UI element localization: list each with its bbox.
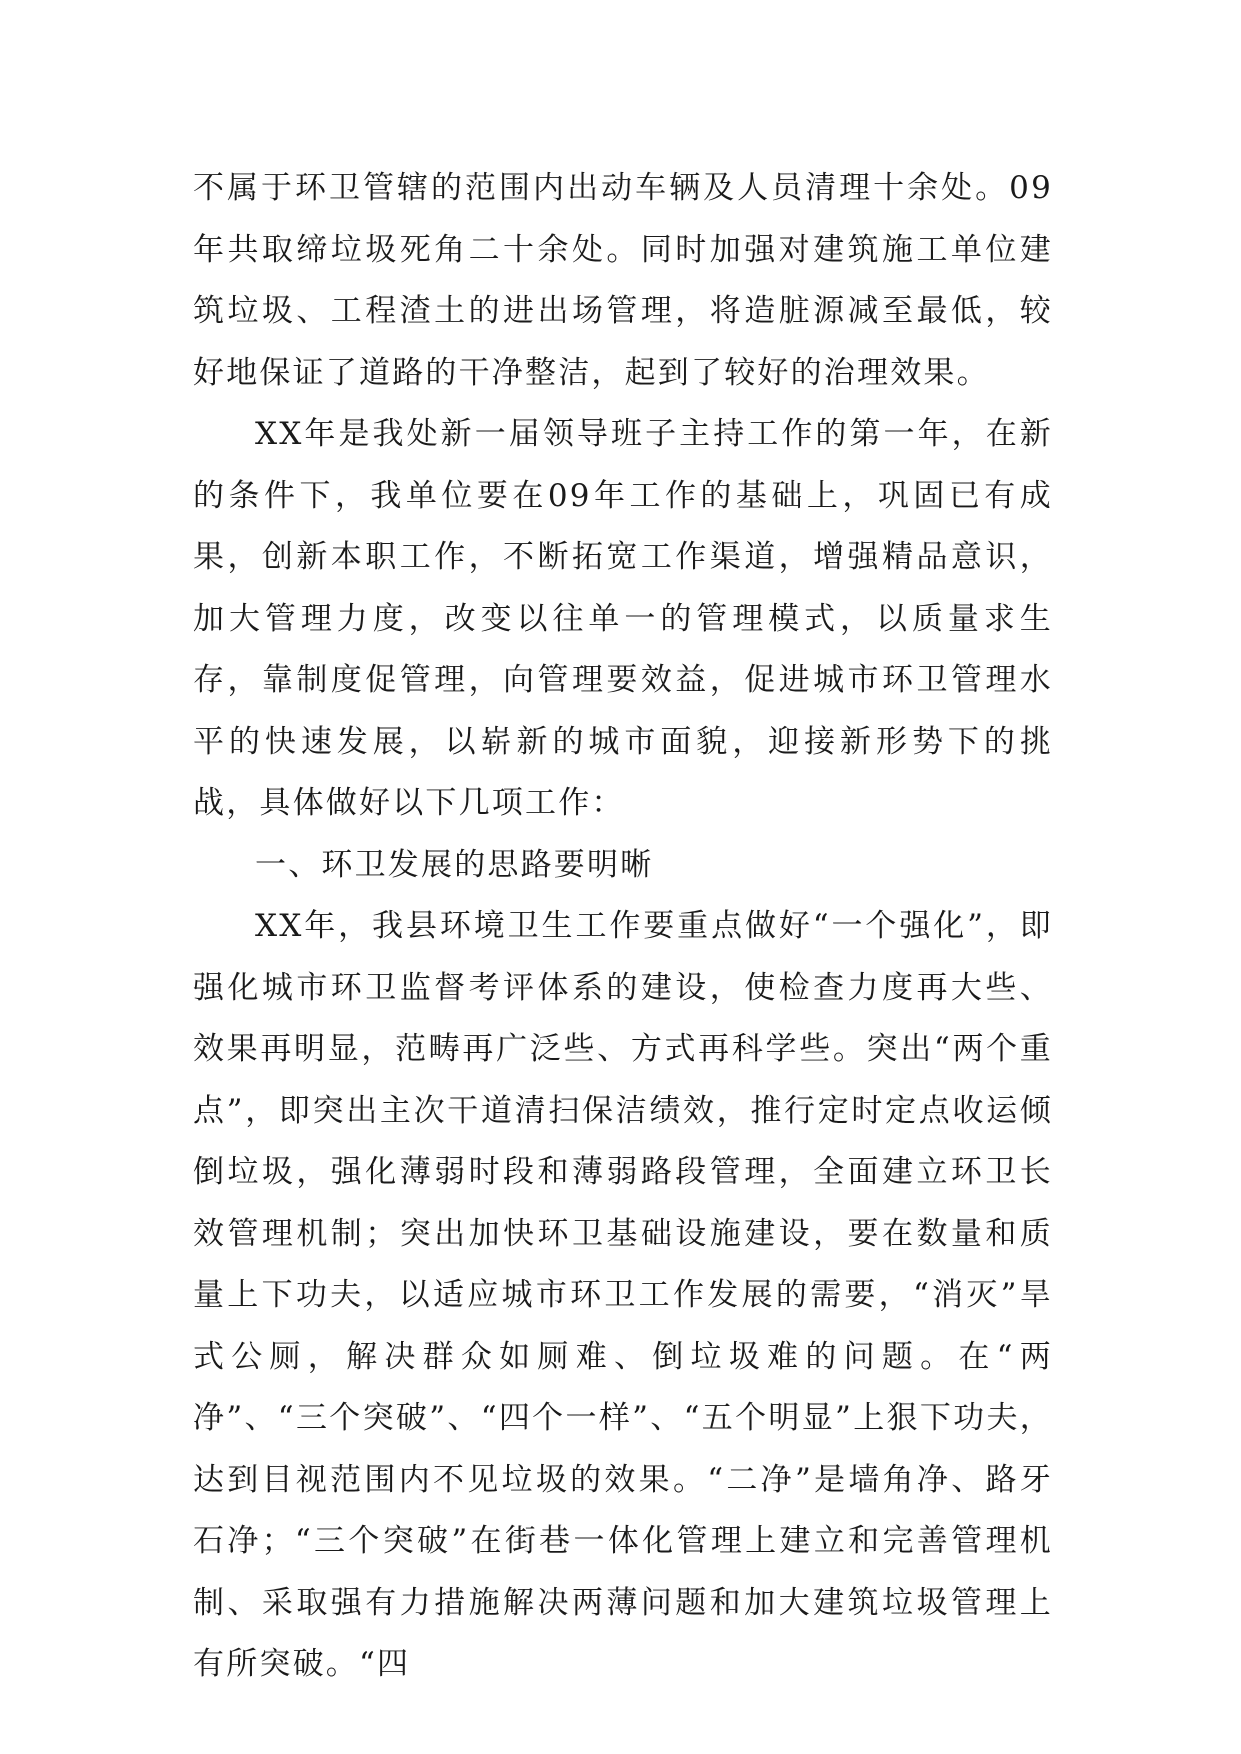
section-heading: 一、环卫发展的思路要明晰 <box>255 846 654 883</box>
paragraph-work-plan: XX年是我处新一届领导班子主持工作的第一年，在新的条件下，我单位要在09年工作的基础上，巩固已有成果，创新本职工作，不断拓宽工作渠道，增强精品意识，加大管理力度，改变以往单一的管理模式，以质量求生存，靠制度促管理，向管理要效益，促进城市环卫管理水平的快速发展，以崭新的城市面貌，迎接新形势下的挑战，具体做好以下几项工作： <box>193 416 1053 821</box>
paragraph-key-tasks: XX年，我县环境卫生工作要重点做好“一个强化”，即强化城市环卫监督考评体系的建设，使检查力度再大些、效果再明显，范畴再广泛些、方式再科学些。突出“两个重点”，即突出主次干道清扫保洁绩效，推行定时定点收运倾倒垃圾，强化薄弱时段和薄弱路段管理，全面建立环卫长效管理机制；突出加快环卫基础设施建设，要在数量和质量上下功夫，以适应城市环卫工作发展的需要，“消灭”旱式公厕，解决群众如厕难、倒垃圾难的问题。在“两净”、“三个突破”、“四个一样”、“五个明显”上狠下功夫，达到目视范围内不见垃圾的效果。“二净”是墙角净、路牙石净；“三个突破”在街巷一体化管理上建立和完善管理机制、采取强有力措施解决两薄问题和加大建筑垃圾管理上有所突破。“四 <box>193 908 1053 1682</box>
paragraph-continuation: 不属于环卫管辖的范围内出动车辆及人员清理十余处。09年共取缔垃圾死角二十余处。同时加强对建筑施工单位建筑垃圾、工程渣土的进出场管理，将造脏源减至最低，较好地保证了道路的干净整洁，起到了较好的治理效果。 <box>193 170 1053 391</box>
document-body <box>193 158 1053 1696</box>
